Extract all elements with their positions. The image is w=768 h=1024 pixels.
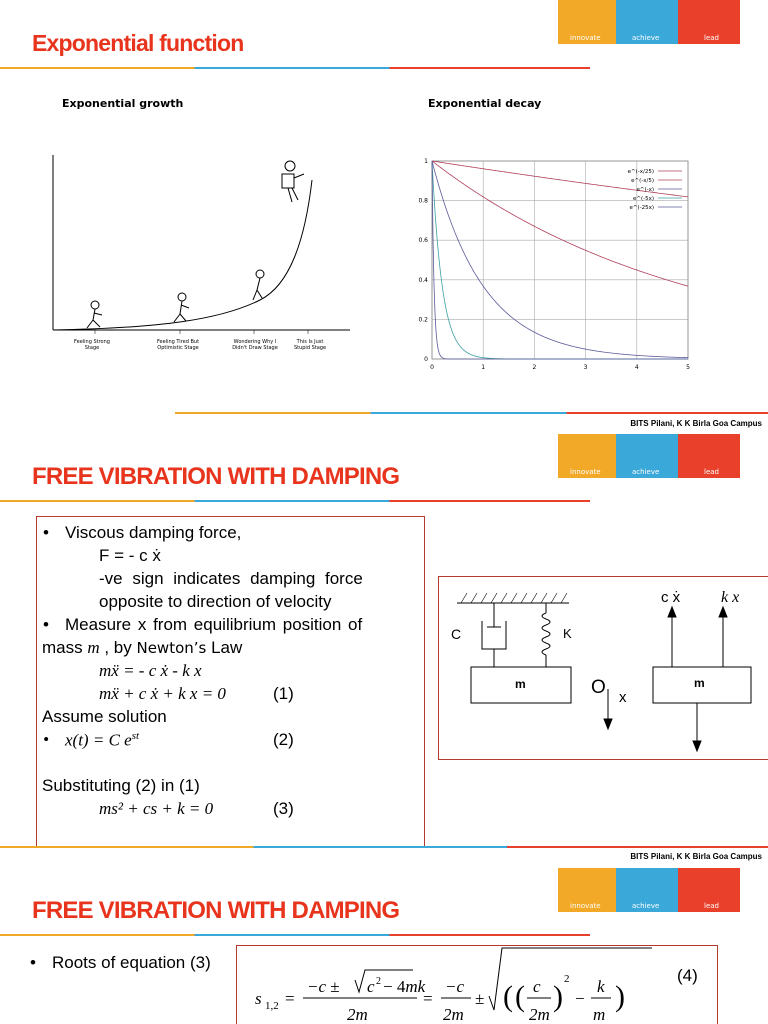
svg-text:(: ( — [515, 980, 525, 1013]
damper-label: C — [451, 626, 462, 642]
legend-label-2: e^(-x) — [636, 187, 654, 193]
eq-4-number: (4) — [677, 966, 698, 985]
slide-exponential — [0, 0, 768, 430]
svg-text:m: m — [593, 1005, 606, 1024]
line-measure: • Measure x from equilibrium position of — [65, 615, 362, 635]
footer-label: BITS Pilani, K K Birla Goa Campus — [630, 852, 762, 861]
svg-text:(: ( — [503, 980, 513, 1013]
eq-1-number: (1) — [273, 684, 294, 703]
svg-text:−c ±: −c ± — [307, 977, 340, 996]
line-mass: mass m , by Newton’s Law — [42, 638, 243, 657]
brand-lead: lead — [678, 868, 740, 912]
brand-banner — [558, 868, 740, 912]
decay-chart — [400, 155, 700, 377]
svg-text:c: c — [367, 977, 375, 996]
brand-innovate: innovate — [558, 868, 616, 912]
spring-force-label: k x — [721, 589, 740, 606]
growth-title: Exponential growth — [62, 97, 184, 110]
header-rule — [0, 934, 590, 936]
y-tick-label-5: 1 — [424, 158, 428, 165]
stage-3-label: Wondering Why I Didn't Draw Stage — [232, 339, 278, 351]
svg-text:s: s — [255, 989, 262, 1008]
x-tick-label-2: 2 — [532, 364, 537, 371]
slide-damping-1 — [0, 430, 768, 864]
header-rule — [0, 67, 590, 69]
svg-text:=: = — [423, 989, 433, 1008]
x-tick-label-1: 1 — [481, 364, 486, 371]
line-eq-2: • x(t) = C $e^{st}$ — [65, 730, 139, 751]
svg-text:±: ± — [475, 989, 485, 1008]
x-label: x — [619, 689, 627, 706]
damping-force-label: c ẋ — [661, 589, 681, 606]
svg-text:2: 2 — [564, 973, 570, 985]
line-eq-3: ms² + cs + k = 0 — [99, 799, 214, 818]
brand-lead: lead — [678, 0, 740, 44]
legend-label-3: e^(-5x) — [632, 196, 654, 202]
svg-text:2: 2 — [376, 976, 381, 987]
eq-3-number: (3) — [273, 799, 294, 818]
line-substituting: Substituting (2) in (1) — [42, 776, 200, 795]
line-damping-force: • Viscous damping force, — [65, 523, 241, 543]
svg-text:2m: 2m — [347, 1005, 368, 1024]
svg-text:1,2: 1,2 — [265, 1000, 279, 1012]
roots-equation-box — [236, 945, 718, 1024]
text-panel — [36, 516, 425, 848]
line-roots: • Roots of equation (3) — [52, 953, 211, 973]
mass-label-2: m — [694, 676, 705, 690]
legend-label-0: e^(-x/25) — [627, 169, 654, 175]
line-eq-motion: mẍ = - c ẋ - k x — [99, 661, 202, 680]
stage-1-label: Feeling Strong Stage — [74, 339, 110, 351]
brand-achieve: achieve — [616, 434, 678, 478]
svg-text:c: c — [533, 977, 541, 996]
x-tick-label-3: 3 — [583, 364, 588, 371]
footer-rule — [175, 412, 768, 414]
svg-text:− 4mk: − 4mk — [383, 977, 426, 996]
svg-text:): ) — [553, 980, 563, 1013]
roots-equation — [237, 946, 657, 1024]
x-tick-label-4: 4 — [634, 364, 639, 371]
y-tick-label-0: 0 — [424, 356, 428, 363]
line-assume: Assume solution — [42, 707, 167, 726]
slide-title: Exponential function — [32, 30, 244, 56]
mass-label-1: m — [515, 677, 526, 691]
x-tick-label-5: 5 — [686, 364, 690, 371]
y-tick-label-4: 0.8 — [418, 197, 428, 205]
diagram-panel — [438, 576, 768, 760]
decay-title: Exponential decay — [428, 97, 542, 110]
svg-text:2m: 2m — [529, 1005, 550, 1024]
svg-text:−c: −c — [445, 977, 465, 996]
header-rule — [0, 500, 590, 502]
x-tick-label-0: 0 — [430, 364, 434, 371]
y-tick-label-2: 0.4 — [418, 276, 428, 284]
spring-label: K — [563, 626, 572, 641]
line-force-eq: F = - c ẋ — [99, 546, 161, 565]
brand-innovate: innovate — [558, 0, 616, 44]
line-eq-1: mẍ + c ẋ + k x = 0 — [99, 684, 226, 703]
origin-label: O — [591, 677, 606, 698]
stage-2-label: Feeling Tired But Optimistic Stage — [156, 339, 200, 351]
brand-innovate: innovate — [558, 434, 616, 478]
svg-text:k: k — [597, 977, 605, 996]
legend-label-1: e^(-x/5) — [631, 178, 654, 184]
brand-banner — [558, 0, 740, 44]
footer-label: BITS Pilani, K K Birla Goa Campus — [630, 419, 762, 428]
brand-banner — [558, 434, 740, 478]
svg-text:): ) — [615, 980, 625, 1013]
svg-text:2m: 2m — [443, 1005, 464, 1024]
svg-text:=: = — [285, 989, 295, 1008]
growth-illustration — [40, 150, 360, 360]
brand-achieve: achieve — [616, 0, 678, 44]
spring-damper-diagram — [439, 577, 768, 759]
slide-damping-2 — [0, 864, 768, 1024]
stage-4-label: This Is Just Stupid Stage — [293, 339, 327, 351]
line-sign-1: -ve sign indicates damping force — [99, 569, 363, 588]
eq-2-number: (2) — [273, 730, 294, 749]
line-sign-2: opposite to direction of velocity — [99, 592, 332, 611]
slide-title: FREE VIBRATION WITH DAMPING — [32, 463, 400, 490]
brand-achieve: achieve — [616, 868, 678, 912]
svg-text:−: − — [575, 989, 585, 1008]
y-tick-label-3: 0.6 — [418, 237, 428, 245]
slide-title: FREE VIBRATION WITH DAMPING — [32, 897, 400, 924]
y-tick-label-1: 0.2 — [418, 316, 428, 324]
brand-lead: lead — [678, 434, 740, 478]
footer-rule — [0, 846, 768, 848]
legend-label-4: e^(-25x) — [629, 205, 654, 211]
